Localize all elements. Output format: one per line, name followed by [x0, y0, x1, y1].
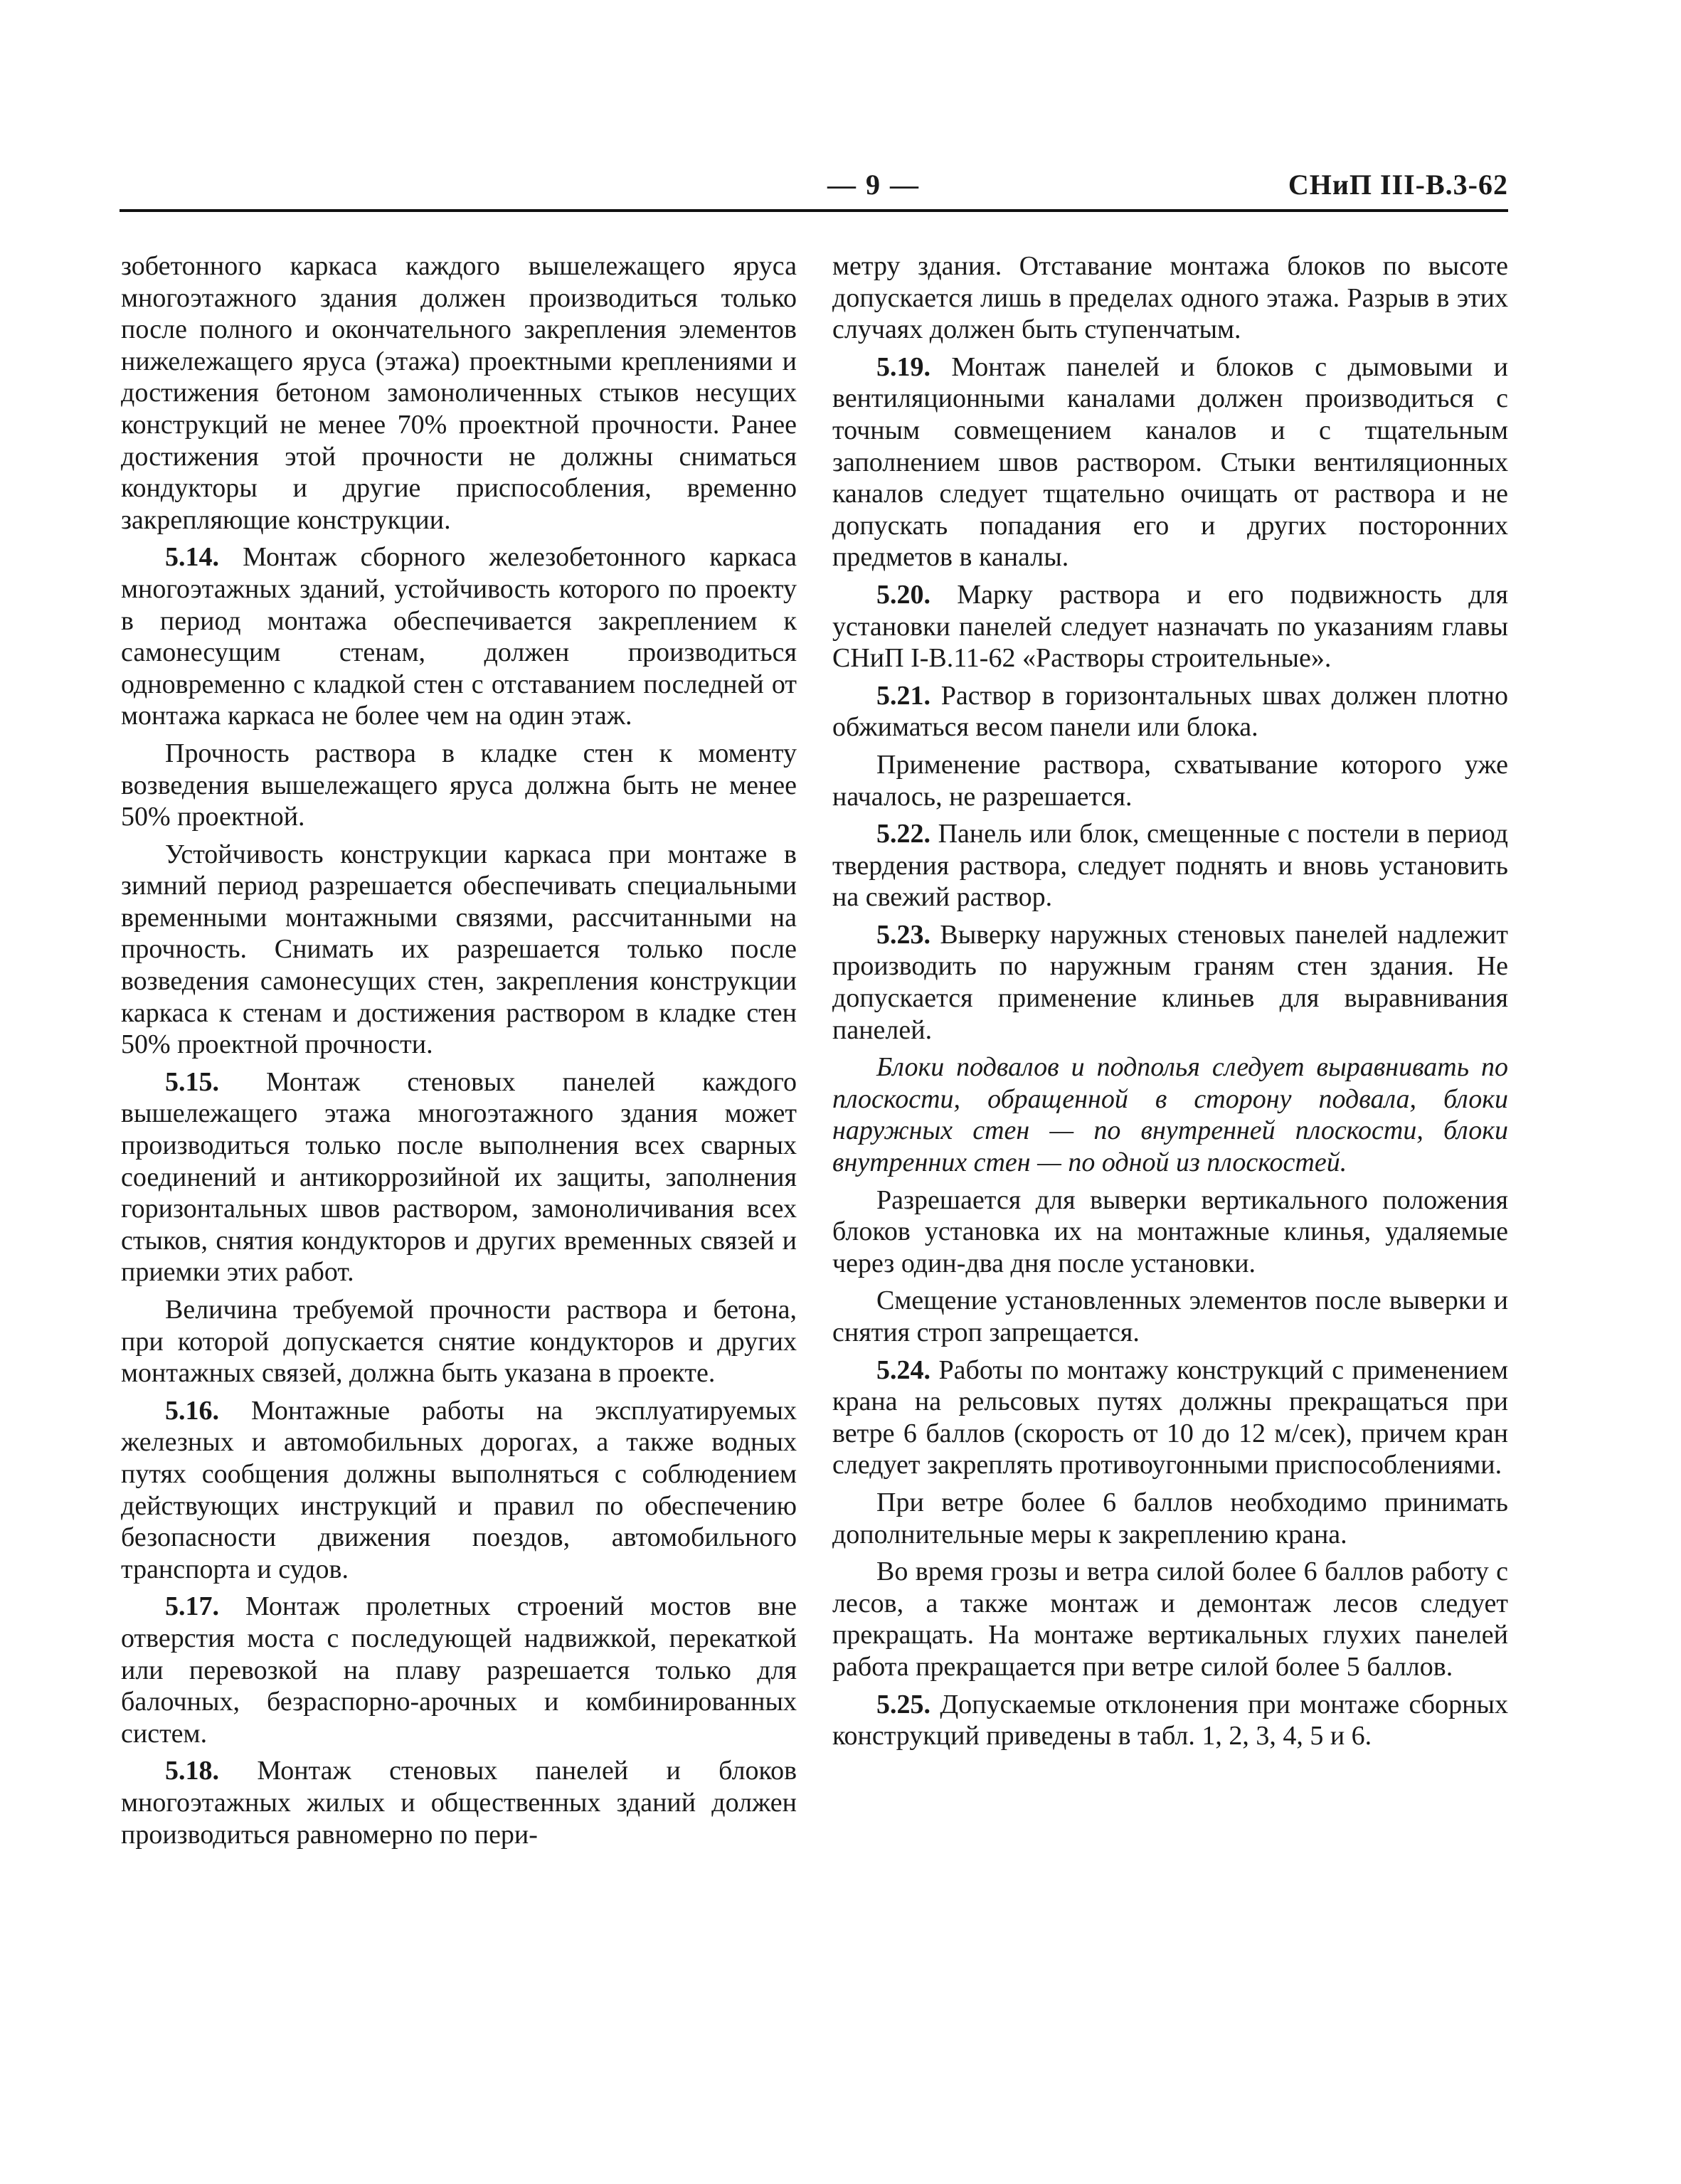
- clause-number: 5.19.: [876, 351, 930, 382]
- paragraph-5-23: 5.23. Выверку наружных стеновых панелей надлежит производить по наружным граням стен здания. Не допускается применение клиньев для выравнивания панелей.: [832, 919, 1508, 1045]
- paragraph-5-24: 5.24. Работы по монтажу конструкций с применением крана на рельсовых путях должны прекращаться при ветре 6 баллов (скорость от 10 до 12 м/сек), причем кран следует закреплять противоугонными приспособлениями.: [832, 1355, 1508, 1480]
- document-code: СНиП III-В.3-62: [1288, 169, 1508, 201]
- paragraph: Смещение установленных элементов после выверки и снятия строп запрещается.: [832, 1286, 1508, 1347]
- clause-number: 5.18.: [165, 1756, 219, 1786]
- paragraph-5-22: 5.22. Панель или блок, смещенные с постели в период твердения раствора, следует поднять и вновь установить на свежий раствор.: [832, 819, 1509, 913]
- paragraph-5-25: 5.25. Допускаемые отклонения при монтаже сборных конструкций приведены в табл. 1, 2, 3, 4, 5 и 6.: [832, 1689, 1508, 1751]
- left-column: [121, 250, 797, 1856]
- paragraph-5-16: 5.16. Монтажные работы на эксплуатируемых железных и автомобильных дорогах, а также водных путях сообщения должны выполняться с соблюдением действующих инструкций и правил по обеспечению безопасности движения поездов, автомобильного транспорта и судов.: [121, 1395, 797, 1584]
- paragraph: зобетонного каркаса каждого вышележащего яруса многоэтажного здания должен производиться только после полного и окончательного закрепления элементов нижележащего яруса (этажа) проектными креплениями и достижения бетоном замоноличенных стыков несущих конструкций не менее 70% проектной прочности. Ранее достижения этой прочности не должны сниматься кондукторы и другие приспособления, временно закрепляющие конструкции.: [121, 251, 797, 535]
- paragraph: Во время грозы и ветра силой более 6 баллов работу с лесов, а также монтаж и демонтаж лесов следует прекращать. На монтаже вертикальных глухих панелей работа прекращается при ветре силой более 5 баллов.: [832, 1557, 1508, 1682]
- paragraph: Блоки подвалов и подполья следует выравнивать по плоскости, обращенной в сторону подвала, блоки наружных стен — по внутренней плоскости, блоки внутренних стен — по одной из плоскостей.: [832, 1052, 1508, 1178]
- clause-number: 5.20.: [876, 579, 930, 610]
- clause-number: 5.17.: [165, 1591, 219, 1622]
- paragraph-5-21: 5.21. Раствор в горизонтальных швах должен плотно обжиматься весом панели или блока.: [832, 680, 1508, 743]
- paragraph: При ветре более 6 баллов необходимо принимать дополнительные меры к закреплению крана.: [832, 1487, 1508, 1549]
- clause-number: 5.15.: [165, 1066, 219, 1097]
- clause-number: 5.24.: [876, 1355, 930, 1385]
- paragraph-5-17: 5.17. Монтаж пролетных строений мостов вне отверстия моста с последующей надвижкой, перекаткой или перевозкой на плаву разрешается только для балочных, безраспорно-арочных и комбинированных систем.: [121, 1591, 797, 1749]
- paragraph-5-18: 5.18. Монтаж стеновых панелей и блоков многоэтажных жилых и общественных зданий должен производиться равномерно по пери-: [121, 1756, 797, 1850]
- paragraph: Разрешается для выверки вертикального положения блоков установка их на монтажные клинья, удаляемые через один-два дня после установки.: [832, 1184, 1508, 1278]
- paragraph-5-19: 5.19. Монтаж панелей и блоков с дымовыми и вентиляционными каналами должен производиться с точным совмещением каналов и с тщательным заполнением швов раствором. Стыки вентиляционных каналов следует тщательно очищать от раствора и не допускать попадания его и других посторонних предметов в каналы.: [832, 351, 1508, 573]
- clause-number: 5.16.: [165, 1395, 219, 1426]
- paragraph: Величина требуемой прочности раствора и бетона, при которой допускается снятие кондукторов и других монтажных связей, должна быть указана в проекте.: [121, 1295, 797, 1389]
- header-rule: [120, 209, 1508, 212]
- paragraph-5-20: 5.20. Марку раствора и его подвижность для установки панелей следует назначать по указаниям главы СНиП I-В.11-62 «Растворы строительные».: [832, 579, 1509, 674]
- page-header: [120, 168, 1508, 215]
- page-number: — 9 —: [827, 169, 920, 201]
- right-column: [832, 250, 1508, 1758]
- clause-number: 5.21.: [876, 680, 930, 711]
- clause-number: 5.14.: [165, 542, 219, 573]
- paragraph-5-15: 5.15. Монтаж стеновых панелей каждого вышележащего этажа многоэтажного здания может производиться только после выполнения всех сварных соединений и антикоррозийной их защиты, заполнения горизонтальных швов раствором, замоноличивания всех стыков, снятия кондукторов и других временных связей и приемки этих работ.: [121, 1066, 797, 1288]
- clause-number: 5.25.: [876, 1689, 930, 1719]
- paragraph-5-14: 5.14. Монтаж сборного железобетонного каркаса многоэтажных зданий, устойчивость которого по проекту в период монтажа обеспечивается закреплением к самонесущим стенам, должен производиться одновременно с кладкой стен с отставанием последней от монтажа каркаса не более чем на один этаж.: [121, 542, 797, 731]
- paragraph: метру здания. Отставание монтажа блоков по высоте допускается лишь в пределах одного этажа. Разрыв в этих случаях должен быть ступенчатым.: [832, 251, 1508, 345]
- paragraph: Применение раствора, схватывание которого уже началось, не разрешается.: [832, 749, 1508, 812]
- paragraph: Устойчивость конструкции каркаса при монтаже в зимний период разрешается обеспечивать специальными временными монтажными связями, рассчитанными на прочность. Снимать их разрешается только после возведения самонесущих стен, закрепления конструкции каркаса к стенам и достижения раствором в кладке стен 50% проектной прочности.: [121, 839, 797, 1060]
- paragraph: Прочность раствора в кладке стен к моменту возведения вышележащего яруса должна быть не менее 50% проектной.: [121, 738, 797, 832]
- clause-number: 5.22.: [876, 819, 930, 849]
- clause-number: 5.23.: [876, 919, 930, 950]
